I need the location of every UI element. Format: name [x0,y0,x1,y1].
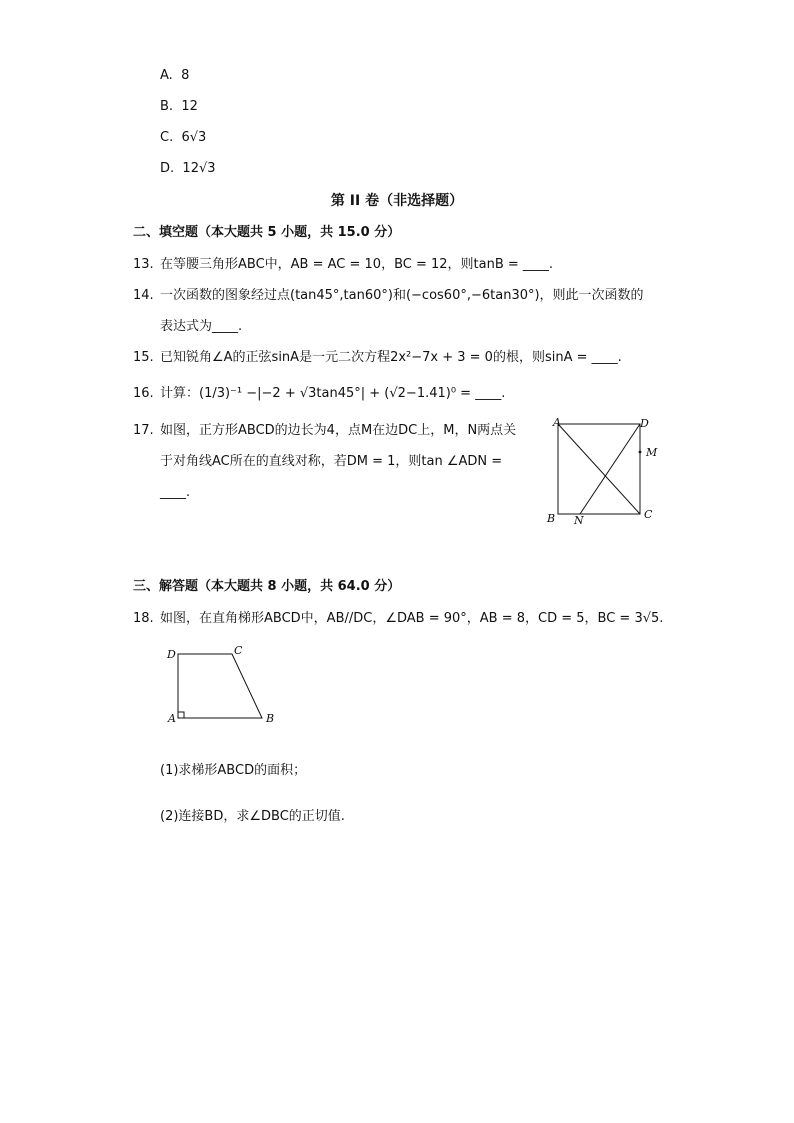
question-14-number: 14. [133,288,154,303]
question-17-line3: ____. [160,485,191,500]
label-b: B [547,512,556,525]
label-a: A [168,712,176,725]
question-18-part1: (1)求梯形ABCD的面积； [160,763,307,778]
question-14-line2: 表达式为____. [160,319,243,334]
question-17-line1: 如图，正方形ABCD的边长为4，点M在边DC上，M，N两点关 [160,423,517,438]
question-13-number: 13. [133,257,154,272]
label-c: C [234,644,243,657]
question-18-number: 18. [133,611,154,626]
option-b: B. 12 [160,99,198,114]
question-15-number: 15. [133,350,154,365]
question-16-text: 计算：(1/3)⁻¹ −|−2 + √3tan45°| + (√2−1.41)⁰ = ____. [160,386,506,401]
question-13-text: 在等腰三角形ABC中，AB = AC = 10，BC = 12，则tanB = ____. [160,257,554,272]
part-title: 第 II 卷（非选择题） [330,193,464,209]
section-heading-fill-blank: 二、填空题（本大题共 5 小题，共 15.0 分） [133,225,401,240]
section-heading-solution: 三、解答题（本大题共 8 小题，共 64.0 分） [133,579,401,594]
label-m: M [646,446,658,459]
label-d: D [640,417,649,430]
option-c: C. 6√3 [160,130,207,145]
question-14-line1: 一次函数的图象经过点(tan45°,tan60°)和(−cos60°,−6tan30°)，则此一次函数的 [160,288,644,303]
square-figure [540,414,670,526]
question-18-part2: (2)连接BD，求∠DBC的正切值. [160,809,345,824]
option-d: D. 12√3 [160,161,216,176]
question-16-number: 16. [133,386,154,401]
question-17-line2: 于对角线AC所在的直线对称，若DM = 1，则tan ∠ADN = [160,454,503,469]
trapezoid-figure [164,642,284,726]
label-n: N [574,514,584,526]
label-d: D [167,648,176,661]
option-a: A. 8 [160,68,190,83]
label-b: B [266,712,275,725]
question-18-text: 如图，在直角梯形ABCD中，AB//DC，∠DAB = 90°，AB = 8，CD = 5，BC = 3√5. [160,611,664,626]
question-17-number: 17. [133,423,154,438]
label-c: C [644,508,653,521]
label-a: A [553,416,561,429]
question-15-text: 已知锐角∠A的正弦sinA是一元二次方程2x²−7x + 3 = 0的根，则sinA = ____. [160,350,622,365]
